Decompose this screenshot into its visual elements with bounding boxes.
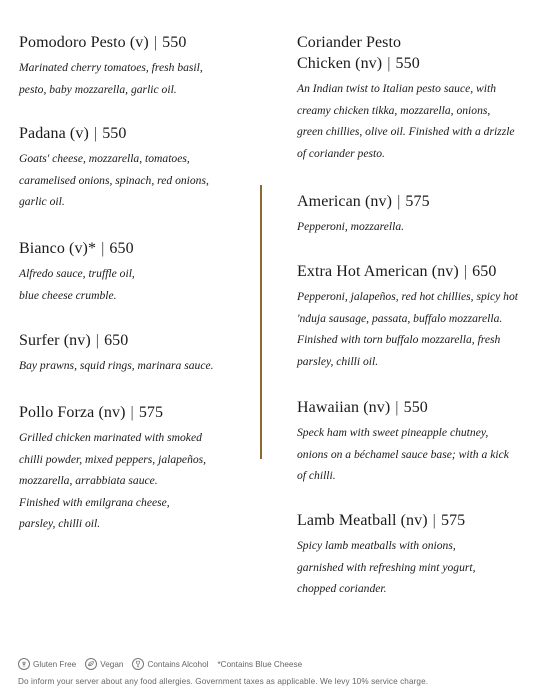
item-tag: (nv) — [400, 512, 428, 529]
desc-line: parsley, chilli oil. — [297, 354, 379, 368]
separator: | — [153, 34, 158, 51]
item-price: 575 — [440, 512, 466, 529]
item-description — [297, 286, 545, 372]
desc-line: creamy chicken tikka, mozzarella, onions, — [297, 103, 491, 117]
item-name: Extra Hot American — [297, 263, 428, 280]
menu-item-pomodoro-pesto — [19, 32, 247, 100]
menu-item-surfer — [19, 330, 247, 377]
desc-line: caramelised onions, spinach, red onions, — [19, 173, 209, 187]
item-tag: (nv) — [98, 404, 126, 421]
gluten-free-icon — [18, 658, 30, 670]
item-price: 550 — [395, 55, 420, 72]
item-tag: (nv) — [363, 399, 391, 416]
item-description — [19, 148, 247, 213]
desc-line: Spicy lamb meatballs with onions, — [297, 539, 456, 552]
separator: | — [93, 125, 98, 142]
item-title — [297, 397, 545, 418]
menu-item-padana — [19, 123, 247, 213]
item-name: Chicken — [297, 55, 352, 72]
legend-vegan — [85, 658, 123, 670]
item-tag: (v)* — [69, 240, 97, 257]
item-description — [297, 78, 545, 164]
menu-item-bianco — [19, 238, 247, 306]
item-title — [19, 238, 247, 259]
desc-line: pesto, baby mozzarella, garlic oil. — [19, 82, 177, 96]
allergy-note: Do inform your server about any food allergies. Government taxes as applicable. We levy 10% service charge. — [18, 677, 429, 686]
item-price: 650 — [104, 332, 129, 349]
separator: | — [130, 404, 134, 421]
menu-item-american — [297, 191, 545, 238]
desc-line: Pepperoni, mozzarella. — [297, 220, 405, 233]
item-tag: (nv) — [63, 332, 91, 349]
item-description — [297, 422, 545, 487]
item-name: Bianco — [19, 240, 65, 257]
column-divider — [260, 185, 262, 459]
separator: | — [432, 512, 436, 529]
item-description — [19, 263, 247, 306]
desc-line: Grilled chicken marinated with smoked — [19, 431, 202, 444]
item-tag: (nv) — [365, 193, 393, 210]
desc-line: green chillies, olive oil. Finished with a drizzle — [297, 125, 515, 139]
item-price: 650 — [109, 240, 134, 257]
item-title — [297, 32, 545, 74]
desc-line: Finished with torn buffalo mozzarella, fresh — [297, 333, 501, 347]
item-name: Pollo Forza — [19, 404, 95, 421]
desc-line: parsley, chilli oil. — [19, 517, 101, 531]
separator: | — [463, 263, 468, 280]
desc-line: Marinated cherry tomatoes, fresh basil, — [19, 61, 203, 74]
item-tag: (nv) — [431, 263, 459, 280]
desc-line: chilli powder, mixed peppers, jalapeños, — [19, 452, 207, 466]
separator: | — [387, 55, 391, 72]
menu-item-pollo-forza — [19, 402, 247, 535]
desc-line: Bay prawns, squid rings, marinara sauce. — [19, 359, 214, 372]
item-price: 650 — [472, 263, 497, 280]
legend-label: Contains Alcohol — [147, 659, 209, 669]
item-title — [297, 191, 545, 212]
item-price: 550 — [403, 399, 428, 416]
legend-label: Vegan — [100, 659, 124, 669]
item-name: Lamb Meatball — [297, 512, 397, 529]
item-name: Pomodoro Pesto — [19, 34, 126, 51]
desc-line: chopped coriander. — [297, 582, 387, 596]
item-name: Surfer — [19, 332, 60, 349]
desc-line: garlic oil. — [19, 195, 65, 209]
item-price: 550 — [102, 125, 127, 142]
separator: | — [395, 399, 399, 416]
desc-line: garnished with refreshing mint yogurt, — [297, 560, 476, 574]
item-tag: (nv) — [355, 55, 383, 72]
legend-gluten-free — [18, 658, 76, 670]
item-description — [297, 535, 545, 600]
item-description — [19, 57, 247, 100]
legend-label: Gluten Free — [33, 659, 77, 669]
vegan-icon — [85, 658, 97, 670]
desc-line: of coriander pesto. — [297, 146, 385, 160]
legend-blue-cheese — [217, 660, 302, 669]
item-name-line1: Coriander Pesto — [297, 34, 402, 51]
desc-line: Pepperoni, jalapeños, red hot chillies, spicy hot — [297, 290, 518, 303]
separator: | — [397, 193, 401, 210]
desc-line: onions on a béchamel sauce base; with a kick — [297, 447, 509, 461]
dietary-legend — [18, 656, 548, 672]
footer — [18, 656, 548, 686]
item-title — [297, 510, 545, 531]
item-description — [19, 427, 247, 535]
menu-item-hawaiian — [297, 397, 545, 487]
item-name: Hawaiian — [297, 399, 360, 416]
item-title — [19, 330, 247, 351]
legend-label: *Contains Blue Cheese — [217, 659, 303, 669]
desc-line: An Indian twist to Italian pesto sauce, with — [297, 82, 497, 95]
separator: | — [95, 332, 100, 349]
item-name: American — [297, 193, 361, 210]
item-price: 575 — [405, 193, 430, 210]
menu-item-lamb-meatball — [297, 510, 545, 600]
item-name: Padana — [19, 125, 66, 142]
desc-line: 'nduja sausage, passata, buffalo mozzarella. — [297, 311, 503, 325]
desc-line: Speck ham with sweet pineapple chutney, — [297, 426, 489, 439]
legend-contains-alcohol — [132, 658, 208, 670]
contains-alcohol-icon — [132, 658, 144, 670]
item-tag: (v) — [129, 34, 149, 51]
desc-line: of chilli. — [297, 469, 336, 483]
item-description — [19, 355, 247, 377]
desc-line: Finished with emilgrana cheese, — [19, 495, 170, 509]
item-title — [19, 32, 247, 53]
desc-line: blue cheese crumble. — [19, 288, 117, 302]
separator: | — [101, 240, 105, 257]
item-tag: (v) — [69, 125, 89, 142]
desc-line: Goats' cheese, mozzarella, tomatoes, — [19, 152, 190, 165]
item-price: 575 — [138, 404, 164, 421]
item-title — [297, 261, 545, 282]
desc-line: Alfredo sauce, truffle oil, — [19, 267, 135, 280]
menu-item-extra-hot-american — [297, 261, 545, 372]
item-price: 550 — [162, 34, 187, 51]
menu-item-coriander-pesto-chicken — [297, 32, 545, 164]
item-title — [19, 123, 247, 144]
item-description — [297, 216, 545, 238]
item-title — [19, 402, 247, 423]
desc-line: mozzarella, arrabbiata sauce. — [19, 474, 158, 488]
